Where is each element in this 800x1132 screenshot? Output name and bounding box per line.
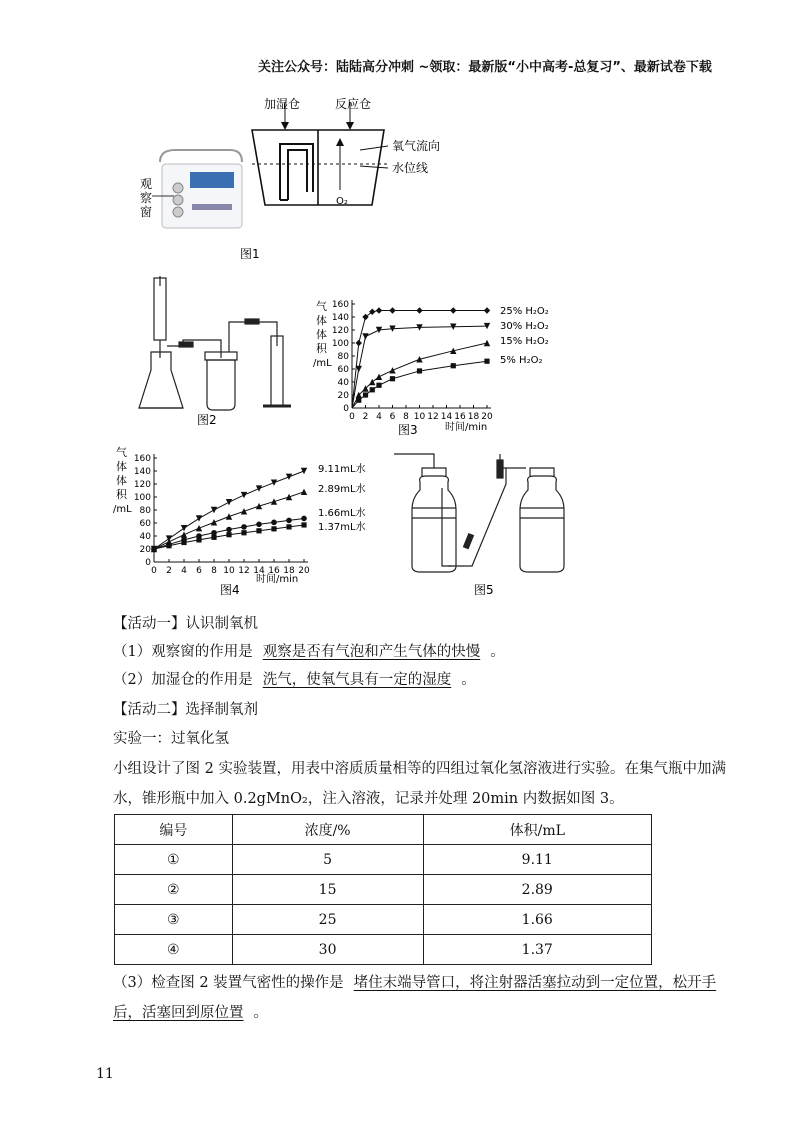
data-point	[181, 532, 187, 538]
x-tick-label: 6	[389, 412, 396, 422]
figure-2-caption: 图2	[197, 413, 217, 427]
data-point	[286, 474, 292, 480]
figure-5	[392, 448, 572, 598]
data-point	[389, 367, 395, 373]
figure-1	[130, 92, 450, 262]
x-tick-label: 8	[403, 412, 409, 422]
paragraph-line-1: 小组设计了图 2 实验装置，用表中溶质质量相等的四组过氧化氢溶液进行实验。在集气瓶中加满	[113, 761, 726, 777]
data-point	[451, 363, 456, 368]
data-point	[211, 507, 217, 513]
data-point	[301, 522, 306, 527]
data-point	[226, 499, 232, 505]
data-point	[226, 527, 232, 533]
flow-label: 氧气流向	[392, 139, 441, 153]
data-point	[256, 528, 261, 533]
y-tick-label: 80	[337, 352, 349, 362]
x-tick-label: 12	[427, 412, 439, 422]
figure-4-caption: 图4	[220, 583, 240, 596]
data-point	[196, 515, 202, 521]
table-cell: 5	[232, 845, 423, 875]
y-axis-label-char: 体	[116, 474, 127, 487]
page-header: 关注公众号：陆陆高分冲刺 ~领取：最新版“小中高考-总复习”、最新试卷下载	[258, 60, 712, 75]
table-cell: 9.11	[423, 845, 651, 875]
data-point	[271, 498, 277, 504]
x-tick-label: 10	[413, 412, 426, 422]
y-axis-label-char: 积	[316, 342, 327, 355]
question-3-prefix: （3）检查图 2 装置气密性的操作是	[113, 975, 344, 991]
y-tick-label: 20	[139, 545, 151, 555]
question-3	[113, 971, 726, 992]
data-point	[241, 492, 247, 498]
x-tick-label: 16	[454, 412, 466, 422]
paragraph-line-2: 水，锥形瓶中加入 0.2gMnO₂，注入溶液，记录并处理 20min 内数据如图 3。	[113, 791, 624, 807]
figure-2	[125, 276, 300, 428]
legend-label: 2.89mL水	[318, 484, 366, 495]
y-tick-label: 0	[145, 558, 151, 568]
data-point	[390, 376, 395, 381]
data-table	[114, 814, 652, 965]
data-point	[450, 348, 456, 354]
data-point	[484, 359, 489, 364]
table-row	[115, 935, 652, 965]
window-label-1: 观	[140, 177, 153, 191]
data-point	[376, 307, 382, 313]
x-tick-label: 10	[223, 566, 235, 576]
data-point	[301, 489, 307, 495]
x-tick-label: 14	[440, 412, 453, 422]
x-tick-label: 20	[481, 412, 493, 422]
y-axis-label-char: 体	[316, 314, 327, 327]
table-cell: 1.37	[423, 935, 651, 965]
y-tick-label: 100	[133, 493, 151, 503]
data-point	[450, 307, 456, 313]
table-cell: 25	[232, 905, 423, 935]
y-tick-label: 160	[331, 300, 349, 310]
experiment-1-title: 实验一：过氧化氢	[113, 731, 229, 747]
x-tick-label: 6	[196, 566, 202, 576]
question-1-suffix: 。	[490, 644, 505, 660]
x-tick-label: 2	[362, 412, 369, 422]
data-point	[151, 546, 156, 551]
question-1-answer: 观察是否有气泡和产生气体的快慢	[262, 644, 481, 660]
series-line	[352, 326, 487, 408]
data-point	[271, 520, 277, 526]
data-point	[376, 383, 381, 388]
data-point	[370, 387, 375, 392]
data-point	[286, 494, 292, 500]
y-tick-label: 140	[133, 467, 151, 477]
data-point	[286, 518, 292, 524]
question-1	[113, 640, 505, 661]
x-tick-label: 16	[268, 566, 280, 576]
data-point	[196, 525, 202, 531]
data-point	[416, 356, 422, 362]
legend-label: 30% H₂O₂	[500, 321, 549, 332]
x-tick-label: 12	[238, 566, 250, 576]
legend-label: 9.11mL水	[318, 464, 366, 475]
data-point	[389, 307, 395, 313]
data-point	[226, 513, 232, 519]
data-point	[211, 535, 216, 540]
reaction-label: 反应仓	[335, 97, 372, 111]
table-row	[115, 905, 652, 935]
reactor-diagram	[252, 96, 440, 207]
data-point	[356, 340, 362, 346]
data-point	[241, 530, 246, 535]
y-tick-label: 120	[331, 326, 349, 336]
data-point	[271, 526, 276, 531]
data-point	[271, 480, 277, 486]
table-header: 体积/mL	[423, 815, 651, 845]
activity1-title: 【活动一】认识制氧机	[113, 616, 258, 632]
y-axis-unit: /mL	[313, 358, 332, 369]
y-tick-label: 20	[337, 391, 349, 401]
table-cell: 2.89	[423, 875, 651, 905]
table-row	[115, 875, 652, 905]
oxygen-machine-photo	[140, 150, 242, 228]
y-axis-label-char: 体	[116, 460, 127, 473]
table-cell: ④	[115, 935, 233, 965]
y-axis-label-char: 体	[316, 328, 327, 341]
o2-label: O₂	[336, 196, 348, 207]
data-point	[363, 392, 368, 397]
data-point	[226, 532, 231, 537]
data-point	[241, 524, 247, 530]
data-point	[484, 307, 490, 313]
x-tick-label: 18	[467, 412, 480, 422]
y-axis-label-char: 气	[316, 300, 327, 313]
y-tick-label: 40	[139, 532, 151, 542]
data-point	[181, 540, 186, 545]
table-cell: 1.66	[423, 905, 651, 935]
y-tick-label: 60	[337, 365, 349, 375]
data-point	[256, 485, 262, 491]
x-tick-label: 4	[376, 412, 382, 422]
question-2-prefix: （2）加湿仓的作用是	[113, 672, 253, 688]
question-1-prefix: （1）观察窗的作用是	[113, 644, 253, 660]
x-tick-label: 0	[349, 412, 355, 422]
data-point	[301, 516, 307, 522]
question-3-suffix: 。	[253, 1005, 268, 1021]
figure-3-chart	[310, 296, 570, 438]
table-cell: 30	[232, 935, 423, 965]
x-tick-label: 2	[166, 566, 172, 576]
legend-label: 15% H₂O₂	[500, 336, 549, 347]
question-3-cont	[113, 1001, 268, 1022]
table-row	[115, 845, 652, 875]
x-axis-label: 时间/min	[256, 574, 299, 585]
x-tick-label: 20	[298, 566, 310, 576]
question-3-answer-2: 后，活塞回到原位置	[113, 1005, 244, 1021]
x-tick-label: 8	[211, 566, 217, 576]
y-tick-label: 100	[331, 339, 349, 349]
question-2-answer: 洗气，使氧气具有一定的湿度	[262, 672, 452, 688]
data-point	[376, 374, 382, 380]
y-axis-unit: /mL	[113, 504, 132, 515]
y-tick-label: 0	[343, 404, 349, 414]
data-point	[416, 307, 422, 313]
figure-3-caption: 图3	[398, 423, 418, 437]
table-cell: 15	[232, 875, 423, 905]
y-axis-label-char: 气	[116, 446, 127, 459]
table-header: 编号	[115, 815, 233, 845]
table-header-row	[115, 815, 652, 845]
y-tick-label: 120	[133, 480, 151, 490]
x-tick-label: 4	[181, 566, 187, 576]
figure-4-chart	[110, 444, 370, 596]
figure-1-caption: 图1	[240, 247, 260, 261]
data-point	[256, 522, 262, 528]
humidifier-label: 加湿仓	[264, 97, 301, 111]
waterline-label: 水位线	[392, 161, 429, 175]
data-point	[211, 519, 217, 525]
question-2-suffix: 。	[461, 672, 476, 688]
window-label-2: 察	[140, 191, 153, 205]
y-tick-label: 40	[337, 378, 349, 388]
data-point	[196, 537, 201, 542]
activity2-title: 【活动二】选择制氧剂	[113, 702, 258, 718]
data-point	[256, 503, 262, 509]
question-3-answer-1: 堵住末端导管口，将注射器活塞拉动到一定位置，松开手	[353, 975, 717, 991]
x-axis-label: 时间/min	[445, 422, 488, 433]
x-tick-label: 14	[253, 566, 265, 576]
series-line	[352, 343, 487, 408]
data-point	[417, 368, 422, 373]
page-number: 11	[96, 1066, 114, 1082]
data-point	[181, 525, 187, 531]
table-cell: ②	[115, 875, 233, 905]
legend-label: 5% H₂O₂	[500, 355, 543, 366]
data-point	[241, 508, 247, 514]
data-point	[484, 340, 490, 346]
data-point	[356, 398, 361, 403]
data-point	[166, 543, 171, 548]
x-tick-label: 0	[151, 566, 157, 576]
legend-label: 1.66mL水	[318, 508, 366, 519]
figure-5-caption: 图5	[474, 583, 494, 597]
table-cell: ③	[115, 905, 233, 935]
legend-label: 25% H₂O₂	[500, 306, 549, 317]
table-header: 浓度/%	[232, 815, 423, 845]
data-point	[362, 333, 368, 339]
data-point	[286, 524, 291, 529]
table-cell: ①	[115, 845, 233, 875]
y-tick-label: 140	[331, 313, 349, 323]
data-point	[301, 468, 307, 474]
y-tick-label: 80	[139, 506, 151, 516]
legend-label: 1.37mL水	[318, 522, 366, 533]
window-label-3: 窗	[140, 205, 153, 219]
y-tick-label: 60	[139, 519, 151, 529]
question-2	[113, 668, 476, 689]
y-tick-label: 160	[133, 454, 151, 464]
x-tick-label: 18	[283, 566, 295, 576]
y-axis-label-char: 积	[116, 488, 127, 501]
